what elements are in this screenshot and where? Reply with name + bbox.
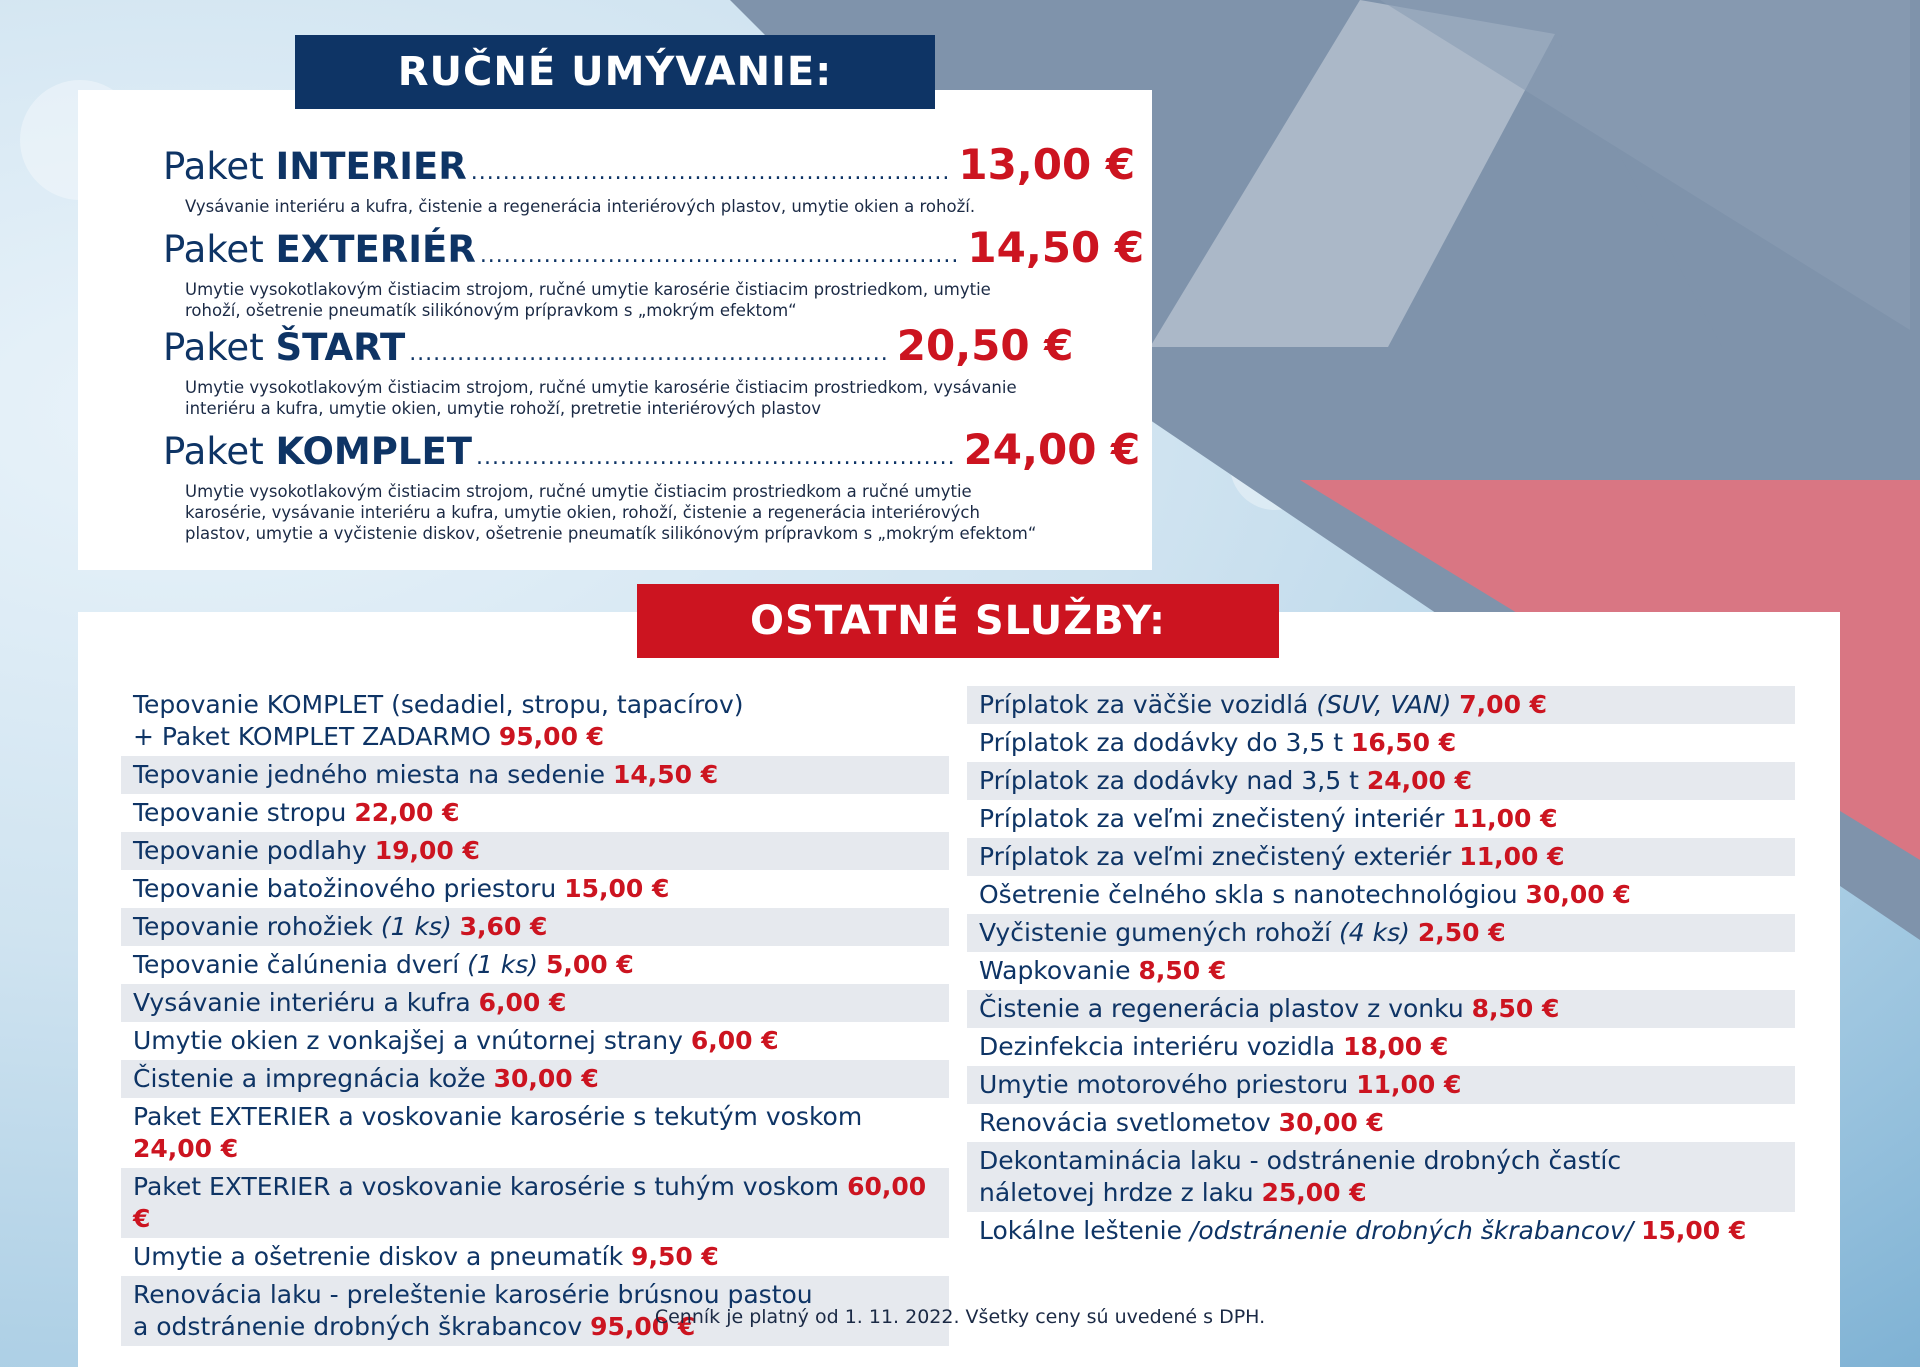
service-line [979,917,1783,949]
hand-wash-title: RUČNÉ UMÝVANIE: [295,35,935,109]
service-price: 15,00 € [1641,1216,1747,1245]
service-label: Vyčistenie gumených rohoží [979,918,1340,947]
service-price: 24,00 € [1366,766,1473,795]
service-label: Tepovanie stropu [133,798,355,827]
service-label: Dezinfekcia interiéru vozidla [979,1032,1344,1061]
service-price: 7,00 € [1459,690,1548,719]
service-price: 60,00 € [133,1172,927,1233]
service-row [967,990,1795,1028]
package-description: Umytie vysokotlakovým čistiacim strojom, ručné umytie karosérie čistiacim prostriedkom, umytie rohoží, ošetrenie pneumatík silikónovým prípravkom s „mokrým efektom“ [185,280,991,320]
service-price: 30,00 € [493,1064,599,1093]
service-row [967,952,1795,990]
package-price: 13,00 € [958,140,1136,189]
service-row [967,1104,1795,1142]
service-price: 8,50 € [1138,956,1227,985]
package-exterier [163,223,1145,321]
service-label: Čistenie a impregnácia kože [133,1064,494,1093]
service-price: 22,00 € [354,798,460,827]
service-row [121,794,949,832]
service-price: 24,00 € [133,1134,239,1163]
service-price: 19,00 € [374,836,480,865]
service-row [967,914,1795,952]
service-label: Príplatok za dodávky do 3,5 t [979,728,1351,757]
service-line [979,1107,1783,1139]
service-row [121,1238,949,1276]
service-row [121,870,949,908]
service-row [121,984,949,1022]
service-note: (1 ks) [467,950,546,979]
service-line [979,765,1783,797]
service-price: 6,00 € [478,988,567,1017]
service-line [133,873,937,905]
services-left-column [121,686,949,1346]
service-note: /odstránenie drobných škrabancov/ [1189,1216,1642,1245]
service-line [133,1025,937,1057]
service-row [121,1168,949,1238]
service-line [133,1101,937,1165]
service-line [133,1063,937,1095]
service-line [979,689,1783,721]
service-label: + Paket KOMPLET ZADARMO [133,722,499,751]
service-line [979,993,1783,1025]
package-price: 24,00 € [963,425,1141,474]
service-label: Ošetrenie čelného skla s nanotechnológiou [979,880,1526,909]
service-label: Renovácia laku - preleštenie karosérie brúsnou pastou [133,1280,813,1309]
service-row [121,1098,949,1168]
service-line [133,797,937,829]
service-row [121,946,949,984]
package-description: Umytie vysokotlakovým čistiacim strojom, ručné umytie čistiacim prostriedkom a ručné umytie karosérie, vysávanie interiéru a kufra, umytie okien, rohoží, čistenie a regenerácia interiérových plastov, umytie a vyčistenie diskov, ošetrenie pneumatík silikónovým prípravkom s „mokrým efektom“ [185,482,1037,543]
service-price: 8,50 € [1471,994,1560,1023]
service-price: 5,00 € [545,950,634,979]
service-line [133,721,937,753]
package-description: Vysávanie interiéru a kufra, čistenie a regenerácia interiérových plastov, umytie okien a rohoží. [185,197,976,216]
service-label: Dekontaminácia laku - odstránenie drobných častíc [979,1146,1622,1175]
service-row [967,686,1795,724]
service-price: 14,50 € [612,760,719,789]
service-row [967,1028,1795,1066]
package-name: Paket ŠTART [163,326,406,369]
service-price: 25,00 € [1261,1178,1367,1207]
service-row [967,800,1795,838]
service-row [967,1212,1795,1250]
service-price: 3,60 € [459,912,548,941]
service-row [967,1142,1795,1212]
service-label: Príplatok za veľmi znečistený exteriér [979,842,1460,871]
service-label: Tepovanie KOMPLET (sedadiel, stropu, tapacírov) [133,690,744,719]
service-price: 6,00 € [690,1026,779,1055]
service-price: 18,00 € [1343,1032,1449,1061]
service-line [979,803,1783,835]
service-line [133,1241,937,1273]
service-label: Renovácia svetlometov [979,1108,1279,1137]
service-label: Tepovanie batožinového priestoru [133,874,565,903]
service-row [967,838,1795,876]
service-label: Príplatok za dodávky nad 3,5 t [979,766,1367,795]
service-label: Lokálne leštenie [979,1216,1190,1245]
other-services-title: OSTATNÉ SLUŽBY: [637,584,1279,658]
service-line [133,835,937,867]
service-price: 11,00 € [1459,842,1565,871]
service-row [967,724,1795,762]
service-price: 95,00 € [498,722,605,751]
service-price: 9,50 € [631,1242,719,1271]
service-label: Paket EXTERIER a voskovanie karosérie s tuhým voskom [133,1172,848,1201]
service-line [979,727,1783,759]
package-description: Umytie vysokotlakovým čistiacim strojom, ručné umytie karosérie čistiacim prostriedkom, vysávanie interiéru a kufra, umytie okien, umytie rohoží, pretretie interiérových plastov [185,378,1017,418]
service-line [979,1145,1783,1177]
service-label: Vysávanie interiéru a kufra [133,988,479,1017]
service-line [979,955,1783,987]
service-label: Umytie a ošetrenie diskov a pneumatík [133,1242,632,1271]
leader-dots: ............................................................ [475,445,956,470]
package-name: Paket EXTERIÉR [163,228,476,271]
leader-dots: ............................................................ [409,341,889,366]
service-line [133,759,937,791]
service-price: 2,50 € [1417,918,1506,947]
service-row [121,686,949,756]
service-row [121,908,949,946]
service-label: Tepovanie podlahy [133,836,375,865]
service-row [967,876,1795,914]
service-row [121,1060,949,1098]
service-line [979,1069,1783,1101]
service-label: Čistenie a regenerácia plastov z vonku [979,994,1472,1023]
service-row [967,1066,1795,1104]
service-label: náletovej hrdze z laku [979,1178,1262,1207]
package-komplet [163,425,1141,544]
service-label: a odstránenie drobných škrabancov [133,1312,591,1341]
service-price: 30,00 € [1278,1108,1384,1137]
service-price: 95,00 € [590,1312,696,1341]
service-line [133,689,937,721]
service-label: Umytie okien z vonkajšej a vnútornej strany [133,1026,691,1055]
service-price: 16,50 € [1350,728,1457,757]
service-note: (1 ks) [380,912,460,941]
service-row [967,762,1795,800]
service-label: Príplatok za väčšie vozidlá [979,690,1317,719]
service-row [121,1022,949,1060]
service-label: Wapkovanie [979,956,1139,985]
service-price: 11,00 € [1452,804,1558,833]
package-price: 14,50 € [967,223,1145,272]
package-name: Paket KOMPLET [163,430,472,473]
service-label: Tepovanie jedného miesta na sedenie [133,760,613,789]
service-row [121,756,949,794]
service-label: Paket EXTERIER a voskovanie karosérie s tekutým voskom [133,1102,863,1131]
service-row [121,832,949,870]
package-start [163,321,1074,419]
service-label: Tepovanie čalúnenia dverí [133,950,468,979]
service-line [979,1177,1783,1209]
service-line [133,1171,937,1235]
package-interier [163,140,1136,217]
service-price: 30,00 € [1525,880,1631,909]
package-name: Paket INTERIER [163,145,467,188]
service-line [979,879,1783,911]
service-price: 15,00 € [564,874,670,903]
service-note: (4 ks) [1339,918,1418,947]
service-line [979,841,1783,873]
service-line [133,911,937,943]
service-label: Tepovanie rohožiek [133,912,381,941]
service-label: Umytie motorového priestoru [979,1070,1357,1099]
service-line [133,949,937,981]
service-line [979,1215,1783,1247]
service-line [979,1031,1783,1063]
services-right-column [967,686,1795,1250]
service-line [133,987,937,1019]
service-note: (SUV, VAN) [1316,690,1460,719]
footer-note: Cenník je platný od 1. 11. 2022. Všetky ceny sú uvedené s DPH. [654,1306,1266,1328]
service-price: 11,00 € [1356,1070,1462,1099]
service-label: Príplatok za veľmi znečistený interiér [979,804,1453,833]
leader-dots: ............................................................ [470,160,951,185]
package-price: 20,50 € [896,321,1074,370]
leader-dots: ............................................................ [479,243,960,268]
